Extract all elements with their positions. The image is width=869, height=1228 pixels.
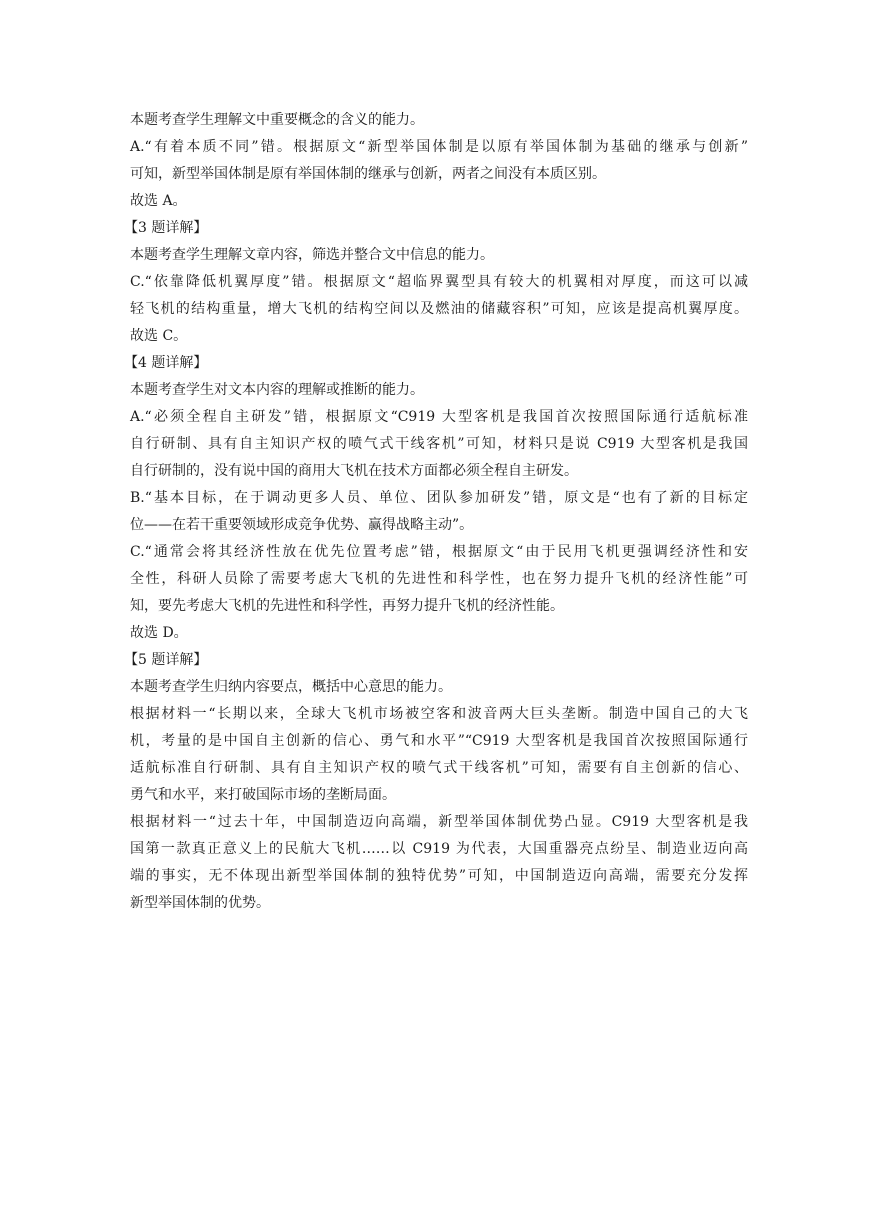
- body-line: 本题考查学生理解文中重要概念的含义的能力。: [130, 112, 424, 128]
- body-line: 故选 D。: [130, 625, 188, 641]
- section-heading: 【5 题详解】: [124, 652, 208, 668]
- body-line: 本题考查学生归纳内容要点，概括中心意思的能力。: [130, 679, 452, 695]
- body-line: 国第一款真正意义上的民航大飞机……以 C919 为代表，大国重器亮点纷呈、制造业迈向高: [130, 841, 748, 857]
- body-line: 自行研制的，没有说中国的商用大飞机在技术方面都必须全程自主研发。: [130, 463, 578, 479]
- body-line: 全性，科研人员除了需要考虑大飞机的先进性和科学性，也在努力提升飞机的经济性能”可: [130, 571, 748, 587]
- body-line: 端的事实，无不体现出新型举国体制的独特优势”可知，中国制造迈向高端，需要充分发挥: [130, 868, 748, 884]
- body-line: C.“依靠降低机翼厚度”错。根据原文“超临界翼型具有较大的机翼相对厚度，而这可以减: [130, 274, 748, 290]
- body-line: 本题考查学生理解文章内容，筛选并整合文中信息的能力。: [130, 247, 494, 263]
- section-heading: 【4 题详解】: [124, 355, 208, 371]
- body-line: A.“必须全程自主研发”错，根据原文“C919 大型客机是我国首次按照国际通行适航标准: [130, 409, 748, 425]
- body-line: 机，考量的是中国自主创新的信心、勇气和水平”“C919 大型客机是我国首次按照国际通行: [130, 733, 748, 749]
- body-line: 故选 A。: [130, 193, 187, 209]
- body-line: B.“基本目标，在于调动更多人员、单位、团队参加研发”错，原文是“也有了新的目标定: [130, 490, 748, 506]
- body-line: 知，要先考虑大飞机的先进性和科学性，再努力提升飞机的经济性能。: [130, 598, 564, 614]
- body-line: 可知，新型举国体制是原有举国体制的继承与创新，两者之间没有本质区别。: [130, 166, 606, 182]
- body-line: 轻飞机的结构重量，增大飞机的结构空间以及燃油的储藏容积”可知，应该是提高机翼厚度。: [130, 301, 748, 317]
- body-line: C.“通常会将其经济性放在优先位置考虑”错，根据原文“由于民用飞机更强调经济性和安: [130, 544, 748, 560]
- body-line: 故选 C。: [130, 328, 188, 344]
- body-line: A.“有着本质不同”错。根据原文“新型举国体制是以原有举国体制为基础的继承与创新”: [130, 139, 748, 155]
- body-line: 根据材料一“长期以来，全球大飞机市场被空客和波音两大巨头垄断。制造中国自己的大飞: [130, 706, 748, 722]
- body-line: 勇气和水平，来打破国际市场的垄断局面。: [130, 787, 396, 803]
- body-line: 适航标准自行研制、具有自主知识产权的喷气式干线客机”可知，需要有自主创新的信心、: [130, 760, 748, 776]
- body-line: 新型举国体制的优势。: [130, 895, 270, 911]
- body-line: 位——在若干重要领域形成竞争优势、赢得战略主动”。: [130, 517, 474, 533]
- body-line: 根据材料一“过去十年，中国制造迈向高端，新型举国体制优势凸显。C919 大型客机是我: [130, 814, 748, 830]
- body-line: 自行研制、具有自主知识产权的喷气式干线客机”可知，材料只是说 C919 大型客机是我国: [130, 436, 748, 452]
- document-page: [124, 107, 748, 917]
- body-line: 本题考查学生对文本内容的理解或推断的能力。: [130, 382, 424, 398]
- section-heading: 【3 题详解】: [124, 220, 208, 236]
